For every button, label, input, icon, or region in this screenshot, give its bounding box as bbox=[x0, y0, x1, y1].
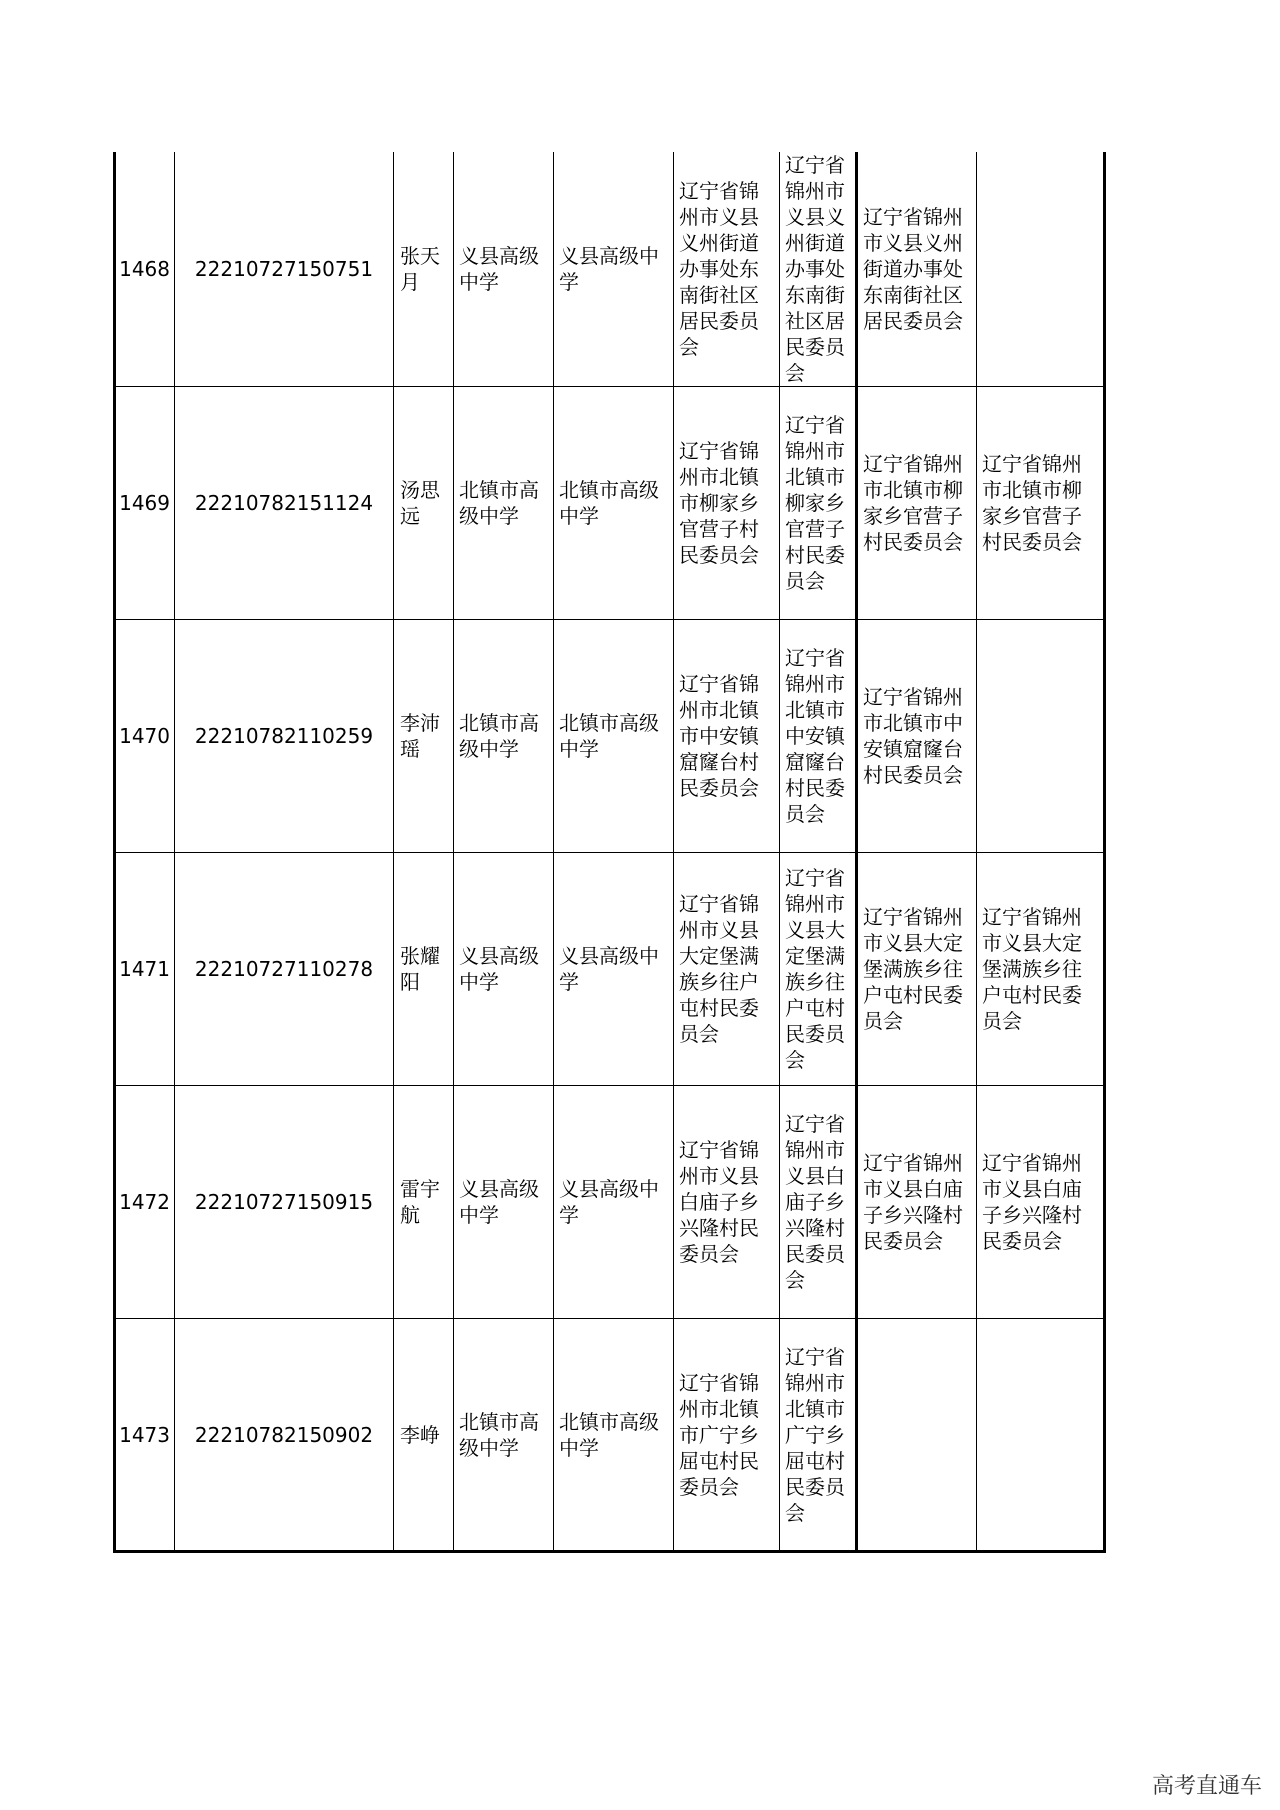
table-row bbox=[115, 620, 1105, 853]
row-index: 1472 bbox=[115, 1086, 175, 1319]
address-4 bbox=[977, 1319, 1105, 1552]
address-2: 辽宁省锦州市北镇市广宁乡屈屯村民委员会 bbox=[780, 1319, 857, 1552]
school: 北镇市高级中学 bbox=[454, 387, 554, 620]
school-2: 义县高级中学 bbox=[554, 152, 674, 387]
table-row bbox=[115, 1319, 1105, 1552]
student-name: 汤思远 bbox=[394, 387, 454, 620]
student-name: 李峥 bbox=[394, 1319, 454, 1552]
address-2: 辽宁省锦州市义县白庙子乡兴隆村民委员会 bbox=[780, 1086, 857, 1319]
table-row bbox=[115, 387, 1105, 620]
school: 义县高级中学 bbox=[454, 152, 554, 387]
school-2: 北镇市高级中学 bbox=[554, 387, 674, 620]
roster-table bbox=[113, 152, 1106, 1553]
student-name: 雷宇航 bbox=[394, 1086, 454, 1319]
address-4: 辽宁省锦州市北镇市柳家乡官营子村民委员会 bbox=[977, 387, 1105, 620]
address-3: 辽宁省锦州市北镇市柳家乡官营子村民委员会 bbox=[857, 387, 977, 620]
student-name: 张天月 bbox=[394, 152, 454, 387]
exam-id: 22210782150902 bbox=[175, 1319, 394, 1552]
school: 北镇市高级中学 bbox=[454, 1319, 554, 1552]
address-1: 辽宁省锦州市义县大定堡满族乡往户屯村民委员会 bbox=[674, 853, 780, 1086]
address-2: 辽宁省锦州市义县义州街道办事处东南街社区居民委员会 bbox=[780, 152, 857, 387]
row-index: 1470 bbox=[115, 620, 175, 853]
row-index: 1468 bbox=[115, 152, 175, 387]
address-1: 辽宁省锦州市义县白庙子乡兴隆村民委员会 bbox=[674, 1086, 780, 1319]
school-2: 义县高级中学 bbox=[554, 1086, 674, 1319]
exam-id: 22210782110259 bbox=[175, 620, 394, 853]
address-1: 辽宁省锦州市义县义州街道办事处东南街社区居民委员会 bbox=[674, 152, 780, 387]
student-name: 李沛瑶 bbox=[394, 620, 454, 853]
row-index: 1471 bbox=[115, 853, 175, 1086]
table-row bbox=[115, 152, 1105, 387]
address-1: 辽宁省锦州市北镇市中安镇窟窿台村民委员会 bbox=[674, 620, 780, 853]
school-2: 北镇市高级中学 bbox=[554, 1319, 674, 1552]
table-row bbox=[115, 1086, 1105, 1319]
exam-id: 22210782151124 bbox=[175, 387, 394, 620]
address-2: 辽宁省锦州市北镇市中安镇窟窿台村民委员会 bbox=[780, 620, 857, 853]
address-3: 辽宁省锦州市义县白庙子乡兴隆村民委员会 bbox=[857, 1086, 977, 1319]
address-2: 辽宁省锦州市义县大定堡满族乡往户屯村民委员会 bbox=[780, 853, 857, 1086]
table-body bbox=[115, 152, 1105, 1552]
address-4: 辽宁省锦州市义县白庙子乡兴隆村民委员会 bbox=[977, 1086, 1105, 1319]
school-2: 北镇市高级中学 bbox=[554, 620, 674, 853]
school: 义县高级中学 bbox=[454, 1086, 554, 1319]
exam-id: 22210727110278 bbox=[175, 853, 394, 1086]
row-index: 1473 bbox=[115, 1319, 175, 1552]
address-2: 辽宁省锦州市北镇市柳家乡官营子村民委员会 bbox=[780, 387, 857, 620]
exam-id: 22210727150751 bbox=[175, 152, 394, 387]
footer-brand: 高考直通车 bbox=[1151, 1774, 1262, 1799]
address-3: 辽宁省锦州市义县大定堡满族乡往户屯村民委员会 bbox=[857, 853, 977, 1086]
school: 义县高级中学 bbox=[454, 853, 554, 1086]
address-3: 辽宁省锦州市北镇市中安镇窟窿台村民委员会 bbox=[857, 620, 977, 853]
school: 北镇市高级中学 bbox=[454, 620, 554, 853]
address-4: 辽宁省锦州市义县大定堡满族乡往户屯村民委员会 bbox=[977, 853, 1105, 1086]
school-2: 义县高级中学 bbox=[554, 853, 674, 1086]
address-3: 辽宁省锦州市义县义州街道办事处东南街社区居民委员会 bbox=[857, 152, 977, 387]
address-1: 辽宁省锦州市北镇市柳家乡官营子村民委员会 bbox=[674, 387, 780, 620]
table-row bbox=[115, 853, 1105, 1086]
address-4 bbox=[977, 152, 1105, 387]
address-1: 辽宁省锦州市北镇市广宁乡屈屯村民委员会 bbox=[674, 1319, 780, 1552]
row-index: 1469 bbox=[115, 387, 175, 620]
exam-id: 22210727150915 bbox=[175, 1086, 394, 1319]
address-3 bbox=[857, 1319, 977, 1552]
student-name: 张耀阳 bbox=[394, 853, 454, 1086]
address-4 bbox=[977, 620, 1105, 853]
